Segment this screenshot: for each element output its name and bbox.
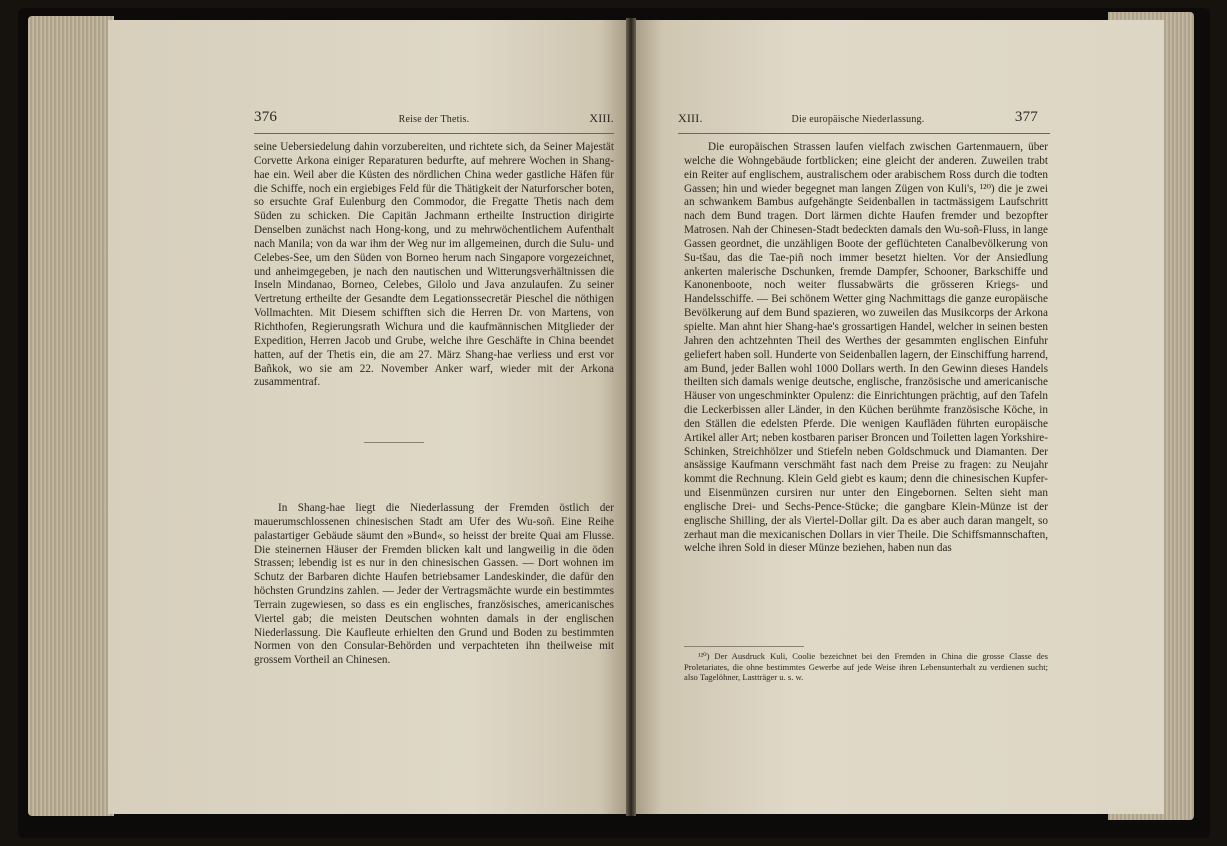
left-page-edges (28, 16, 114, 816)
right-page-number: 377 (1014, 109, 1038, 125)
right-paragraph-1: Die europäischen Strassen laufen vielfach zwischen Gartenmauern, über welche die Wohngebäude fortblicken; eine gleicht der anderen. Zuweilen trabt ein Reiter auf englischem, australischem oder arabischem Ross durch die todten Gassen; hin und wieder begegnet man langen Zügen von Kuli's, ¹²⁰) die je zwei an schwankem Bambus aufgehängte Seidenballen in tactmässigem Laufschritt nach dem Bund tragen. Dort lärmen dichte Haufen fremder und bezopfter Matrosen. Nah der Chinesen-Stadt bedeckten damals den Wu-soñ-Fluss, in lange Gassen geordnet, die unzähligen Boote der geflüchteten Canalbevölkerung von Su-tšau, das die Tae-piñ noch immer besetzt hielten. Vor der Ansiedlung ankerten malerische Dschunken, fremde Dampfer, Schooner, Barkschiffe und Kanonenboote, noch weiter flussabwärts die grösseren Kriegs- und Handelsschiffe. — Bei schönem Wetter ging Nachmittags die ganze europäische Bevölkerung auf dem Bund spazieren, wo zuweilen das Musikcorps der Arkona spielte. Man ahnt hier Shang-hae's grossartigen Handel, welcher in seinen besten Jahren den achtzehnten Theil des Werthes der gesammten englischen Einfuhr geliefert haben soll. Hunderte von Seidenballen lagern, der Einschiffung harrend, am Bund, jeder Ballen wohl 1000 Dollars werth. In den Gewinn dieses Handels theilten sich damals wenige deutsche, englische, französische und americanische Häuser von ungeschminkter Opulenz: die Einrichtungen prächtig, auf den Tafeln die Leckerbissen aller Länder, in den Küchen berühmte französische Köche, in den Ställen die edelsten Pferde. Die wenigen Kaufläden führten europäische Artikel aller Art; neben kostbaren pariser Broncen und Toiletten lagen Yorkshire-Schinken, Streichhölzer und Stiefeln neben Goldschmuck und Diamanten. Der ansässige Kaufmann verschmäht fast nach dem Preise zu fragen: zu Neujahr kommt die Rechnung. Klein Geld giebt es kaum; denn die chinesischen Kupfer- und Eisenmünzen cursiren nur unter den Eingebornen. Selten sieht man englische Drei- und Sechs-Pence-Stücke; die gangbare Klein-Münze ist der englische Shilling, der als Viertel-Dollar gilt. Da es aber auch daran mangelt, so zerhaut man die mexicanischen Dollars in vier Theile. Die Schiffsmannschaften, welche ihren Sold in dieser Münze beziehen, haben nun das (684, 141, 1048, 555)
left-text-block-2 (254, 502, 614, 668)
left-paragraph-2: In Shang-hae liegt die Niederlassung der Fremden östlich der mauerumschlossenen chinesischen Stadt am Ufer des Wu-soñ. Eine Reihe palastartiger Gebäude säumt den »Bund«, so heisst der breite Quai am Flusse. Die steinernen Häuser der Fremden blicken kalt und langweilig in die öden Strassen; lebendig ist es nur in den chinesischen Gassen. — Dort wohnen im Schutz der Barbaren dichte Haufen betriebsamer Landeskinder, die dafür den höchsten Grundzins zahlen. — Jeder der Vertragsmächte wurde ein bestimmtes Terrain zugewiesen, so dass es ein englisches, französisches, americanisches Viertel gab; die meisten Deutschen wohnten damals in der englischen Niederlassung. Die Kaufleute erhielten den Grund und Boden zu bestimmten Normen von den Consular-Behörden und verpachteten ihn theilweise mit grossem Vortheil an Chinesen. (254, 502, 614, 667)
footnote-rule (684, 646, 804, 647)
left-chapter: XIII. (589, 111, 614, 125)
left-page-number: 376 (254, 109, 278, 125)
right-page (636, 20, 1164, 814)
right-text-block (684, 141, 1048, 556)
left-running-title: Reise der Thetis. (398, 114, 470, 125)
left-page (108, 20, 626, 814)
right-running-head (678, 109, 1038, 132)
right-header-rule (678, 133, 1050, 134)
right-chapter: XIII. (678, 111, 703, 125)
left-header-rule (254, 133, 614, 134)
left-text-block-1 (254, 141, 614, 390)
left-running-head (254, 109, 614, 132)
section-separator (364, 442, 424, 443)
footnote-120: ¹²⁰) Der Ausdruck Kuli, Coolie bezeichnet bei den Fremden in China die grosse Classe des Proletariates, die ohne bestimmtes Gewerbe auf jede Weise ihren Lebensunterhalt zu verdienen sucht; also Tagelöhner, Lastträger u. s. w. (684, 651, 1048, 683)
left-paragraph-1: seine Uebersiedelung dahin vorzubereiten, und richtete sich, da Seiner Majestät Corvette Arkona einiger Reparaturen bedurfte, auf mehrere Wochen in Shang-hae ein. Weil aber die Küsten des nördlichen China weder gastliche Häfen für die Schiffe, noch ein ergiebiges Feld für die Thätigkeit der Naturforscher boten, so ersuchte Graf Eulenburg den Commodor, die Fregatte Thetis nach dem Süden zu schicken. Die Capitän Jachmann ertheilte Instruction dirigirte Denselben zunächst nach Hong-kong, und zu mehrwöchentlichem Aufenthalt nach Manila; von da war ihm der Weg nur im allgemeinen, durch die Sulu- und Celebes-See, um den Süden von Borneo herum nach Singapore vorgezeichnet, und anheimgegeben, je nach den nautischen und Witterungsverhältnissen die Inseln Mindanao, Borneo, Celebes, Gilolo und Java anzulaufen. Zu seiner Vertretung ertheilte der Gesandte dem Legationssecretär Pieschel die nöthigen Vollmachten. Mit Diesem schifften sich die Herren Dr. von Martens, von Richthofen, Regierungsrath Wichura und die kaufmännischen Mitglieder der Expedition, Herren Jacob und Grube, welche ihre Geschäfte in China beendet hatten, auf der Thetis ein, die am 27. März Shang-hae verliess und erst vor Bañkok, wo sie am 22. November Anker warf, wieder mit der Arkona zusammentraf. (254, 141, 614, 389)
right-running-title: Die europäische Niederlassung. (791, 114, 925, 125)
book-gutter (626, 18, 636, 816)
